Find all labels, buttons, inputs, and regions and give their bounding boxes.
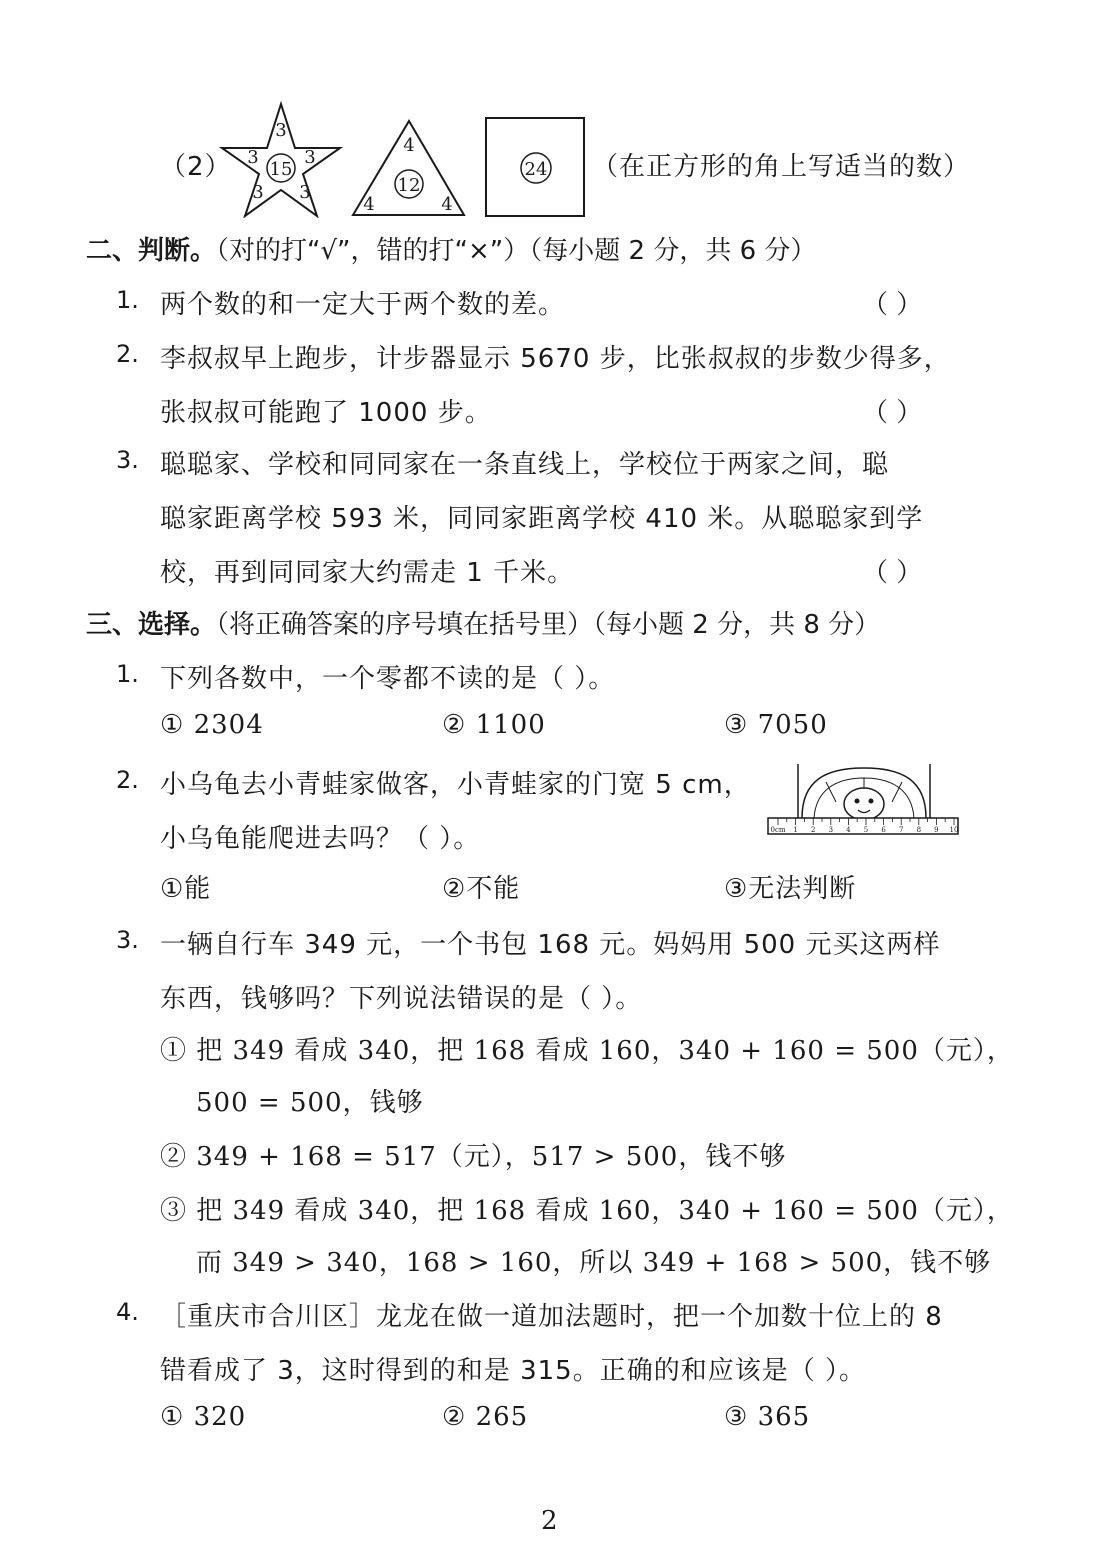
square-instruction: （在正方形的角上写适当的数） — [592, 152, 971, 182]
s3-q4-option-2[interactable]: ② 265 — [442, 1402, 529, 1432]
s3-q4-number: 4. — [116, 1298, 139, 1326]
turtle-head — [844, 788, 884, 820]
star-point-number: 3 — [275, 120, 287, 141]
ruler-label: 1 — [793, 826, 798, 834]
ruler-label: 6 — [881, 826, 886, 834]
section2-title: 二、判断。 — [86, 236, 217, 266]
s2-q2-number: 2. — [116, 340, 139, 368]
s3-q3-option-2[interactable]: ② 349 + 168 = 517（元），517 > 500，钱不够 — [160, 1142, 787, 1172]
s2-q1-text: 两个数的和一定大于两个数的差。 — [160, 290, 566, 320]
s3-q1-option-1[interactable]: ① 2304 — [160, 710, 264, 740]
section3-header — [86, 604, 880, 641]
page-number: 2 — [541, 1506, 558, 1536]
s3-q3-option-1[interactable]: ① 把 349 看成 340，把 168 看成 160，340 + 160 = 500（元）， — [160, 1036, 1014, 1066]
section3-instruction: （将正确答案的序号填在括号里）（每小题 2 分，共 8 分） — [216, 610, 881, 640]
s2-q1-answer-paren[interactable]: （ ） — [862, 290, 923, 320]
triangle-center-number: 12 — [397, 175, 421, 196]
s3-q3-text-line1: 一辆自行车 349 元，一个书包 168 元。妈妈用 500 元买这两样 — [160, 930, 941, 960]
q2-label: （2） — [160, 152, 232, 182]
s3-q3-text-line2: 东西，钱够吗？下列说法错误的是（ ）。 — [160, 984, 643, 1014]
turtle-eye-right — [869, 799, 874, 804]
ruler-label: 10 — [949, 826, 959, 834]
ruler-label: 8 — [916, 826, 922, 834]
ruler-label: 2 — [810, 826, 816, 834]
star-center-number: 15 — [269, 159, 293, 180]
s3-q2-number: 2. — [116, 766, 139, 794]
section2-instruction: （对的打“√”，错的打“×”）（每小题 2 分，共 6 分） — [216, 236, 817, 266]
square-center-number: 24 — [524, 159, 548, 180]
s2-q2-answer-paren[interactable]: （ ） — [862, 398, 923, 428]
s3-q4-option-3[interactable]: ③ 365 — [724, 1402, 811, 1432]
ruler-label: 7 — [898, 826, 904, 834]
ruler-label: 9 — [934, 826, 939, 834]
square-figure — [484, 116, 588, 220]
s2-q3-answer-paren[interactable]: （ ） — [862, 558, 923, 588]
star-point-number: 3 — [247, 147, 259, 168]
s3-q2-option-1[interactable]: ①能 — [160, 874, 212, 904]
s2-q3-text-line3: 校，再到同同家大约需走 1 千米。 — [160, 558, 575, 588]
s3-q4-option-1[interactable]: ① 320 — [160, 1402, 247, 1432]
star-point-number: 3 — [299, 182, 311, 203]
turtle-eye-left — [855, 799, 860, 804]
s3-q3-option-3[interactable]: ③ 把 349 看成 340，把 168 看成 160，340 + 160 = 500（元）， — [160, 1196, 1014, 1226]
triangle-corner-number: 4 — [363, 194, 375, 215]
s2-q2-text-line2: 张叔叔可能跑了 1000 步。 — [160, 398, 492, 428]
turtle-ruler-illustration — [764, 762, 962, 838]
s3-q4-text-line2: 错看成了 3，这时得到的和是 315。正确的和应该是（ ）。 — [160, 1356, 866, 1386]
s2-q3-text-line1: 聪聪家、学校和同同家在一条直线上，学校位于两家之间，聪 — [160, 450, 890, 480]
s2-q2-text-line1: 李叔叔早上跑步，计步器显示 5670 步，比张叔叔的步数少得多， — [160, 344, 951, 374]
star-point-number: 3 — [304, 147, 316, 168]
s3-q1-number: 1. — [116, 660, 139, 688]
s3-q1-option-2[interactable]: ② 1100 — [442, 710, 546, 740]
star-point-number: 3 — [252, 182, 264, 203]
s3-q1-text: 下列各数中，一个零都不读的是（ ）。 — [160, 664, 616, 694]
triangle-corner-number: 4 — [441, 194, 453, 215]
ruler-label: 4 — [846, 826, 851, 834]
s3-q2-option-3[interactable]: ③无法判断 — [724, 874, 857, 904]
s3-q2-text-line2: 小乌龟能爬进去吗？（ ）。 — [160, 824, 481, 854]
s3-q3-option-3-cont: 而 349 > 340，168 > 160，所以 349 + 168 > 500，钱不够 — [196, 1248, 992, 1278]
s2-q1-number: 1. — [116, 286, 139, 314]
s2-q3-text-line2: 聪家距离学校 593 米，同同家距离学校 410 米。从聪聪家到学 — [160, 504, 924, 534]
star-figure — [216, 100, 346, 218]
triangle-figure — [350, 118, 468, 218]
s3-q2-option-2[interactable]: ②不能 — [442, 874, 521, 904]
section2-header — [86, 230, 816, 267]
s3-q1-option-3[interactable]: ③ 7050 — [724, 710, 828, 740]
ruler-label: 5 — [863, 826, 869, 834]
s3-q3-number: 3. — [116, 926, 139, 954]
s3-q2-text-line1: 小乌龟去小青蛙家做客，小青蛙家的门宽 5 cm， — [160, 770, 751, 800]
s3-q3-option-1-cont: 500 = 500，钱够 — [196, 1088, 424, 1118]
s3-q4-text-line1: ［重庆市合川区］龙龙在做一道加法题时，把一个加数十位上的 8 — [160, 1302, 943, 1332]
s2-q3-number: 3. — [116, 446, 139, 474]
ruler-label: 0cm — [770, 826, 786, 834]
ruler-label: 3 — [828, 826, 834, 834]
triangle-corner-number: 4 — [403, 135, 415, 156]
section3-title: 三、选择。 — [86, 610, 217, 640]
